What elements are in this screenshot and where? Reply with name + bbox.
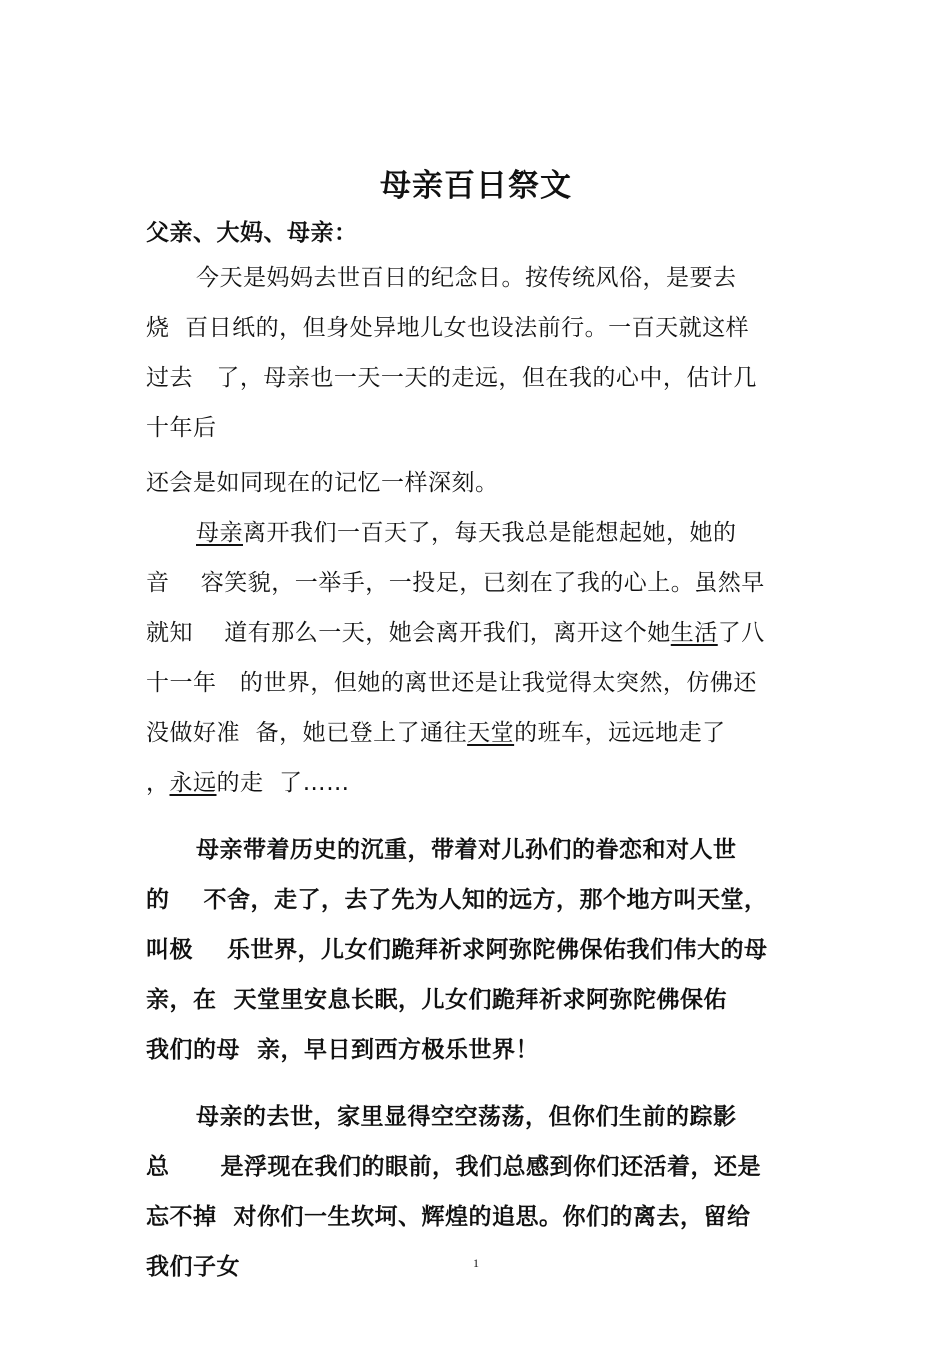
line-text: 音 容笑貌，一举手，一投足，已刻在了我的心上。虽然早 bbox=[146, 570, 765, 596]
line-text: ， bbox=[146, 770, 170, 796]
paragraph-line bbox=[146, 1035, 539, 1065]
line-text: 母亲的去世，家里显得空空荡荡，但你们生前的踪影 bbox=[196, 1104, 737, 1130]
paragraph-line bbox=[146, 413, 217, 443]
line-text: 的走 了…… bbox=[216, 770, 350, 796]
paragraph-line bbox=[146, 668, 757, 698]
paragraph-line bbox=[146, 1202, 751, 1232]
paragraph-line bbox=[146, 468, 499, 498]
line-text: 忘不掉 对你们一生坎坷、辉煌的追思。你们的离去，留给 bbox=[146, 1204, 751, 1230]
underlined-text: 生活 bbox=[670, 620, 718, 646]
paragraph-line bbox=[196, 518, 737, 548]
line-text: 的班车，远远地走了 bbox=[514, 720, 726, 746]
underlined-text: 母亲 bbox=[196, 520, 243, 546]
line-text: 十年后 bbox=[146, 415, 217, 441]
paragraph-line bbox=[196, 263, 737, 293]
line-text: 还会是如同现在的记忆一样深刻。 bbox=[146, 470, 499, 496]
paragraph-line bbox=[146, 885, 768, 915]
line-text: 的 不舍，走了，去了先为人知的远方，那个地方叫天堂， bbox=[146, 887, 768, 913]
paragraph-line bbox=[146, 363, 757, 393]
paragraph-line bbox=[146, 618, 765, 648]
line-text: 烧 百日纸的，但身处异地儿女也设法前行。一百天就这样 bbox=[146, 315, 750, 341]
underlined-text: 永远 bbox=[169, 770, 217, 796]
line-text: 我们子女 bbox=[146, 1254, 240, 1280]
paragraph-line bbox=[196, 835, 737, 865]
paragraph-line bbox=[146, 718, 726, 748]
underlined-text: 天堂 bbox=[467, 720, 515, 746]
line-text: 今天是妈妈去世百日的纪念日。按传统风俗，是要去 bbox=[196, 265, 737, 291]
line-text: 我们的母 亲，早日到西方极乐世界！ bbox=[146, 1037, 540, 1063]
page-number: 1 bbox=[473, 1256, 479, 1270]
line-text: 总 是浮现在我们的眼前，我们总感到你们还活着，还是 bbox=[146, 1154, 762, 1180]
salutation: 父亲、大妈、母亲： bbox=[146, 220, 358, 246]
line-text: 叫极 乐世界，儿女们跪拜祈求阿弥陀佛保佑我们伟大的母 bbox=[146, 937, 768, 963]
paragraph-line bbox=[146, 568, 765, 598]
page-title: 母亲百日祭文 bbox=[380, 168, 572, 204]
line-text: 过去 了，母亲也一天一天的走远，但在我的心中，估计几 bbox=[146, 365, 757, 391]
line-text: 亲，在 天堂里安息长眠，儿女们跪拜祈求阿弥陀佛保佑 bbox=[146, 987, 728, 1013]
line-text: 没做好准 备，她已登上了通往 bbox=[146, 720, 468, 746]
paragraph-line bbox=[146, 313, 749, 343]
paragraph-line bbox=[146, 1252, 240, 1282]
paragraph-line bbox=[146, 1152, 761, 1182]
paragraph-line bbox=[146, 935, 768, 965]
paragraph-line bbox=[196, 1102, 737, 1132]
line-text: 十一年 的世界，但她的离世还是让我觉得太突然，仿佛还 bbox=[146, 670, 757, 696]
line-text: 离开我们一百天了，每天我总是能想起她，她的 bbox=[243, 520, 737, 546]
line-text: 了八 bbox=[717, 620, 765, 646]
paragraph-line bbox=[146, 985, 727, 1015]
line-text: 母亲带着历史的沉重，带着对儿孙们的眷恋和对人世 bbox=[196, 837, 737, 863]
line-text: 就知 道有那么一天，她会离开我们，离开这个她 bbox=[146, 620, 671, 646]
paragraph-line bbox=[146, 768, 350, 798]
